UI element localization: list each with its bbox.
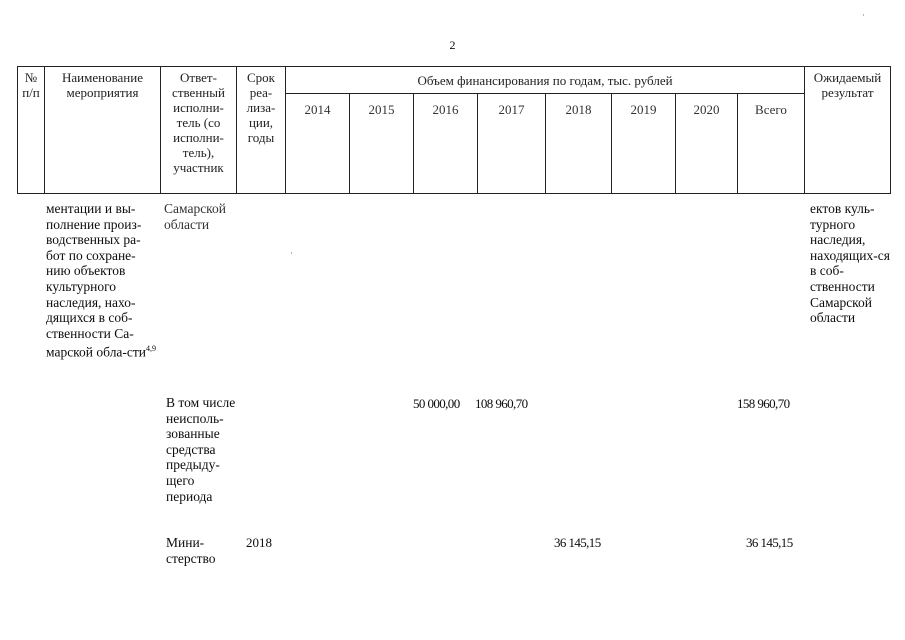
row1-result: ектов куль-турного наследия, находящих-ся в соб-ственности Самарской области — [810, 201, 890, 326]
row3-value-2018: 36 145,15 — [554, 535, 601, 550]
row3-total: 36 145,15 — [746, 535, 793, 550]
row3-executor: Мини-стерство — [166, 535, 216, 566]
row2-value-2016: 50 000,00 — [413, 396, 460, 411]
header-executor: Ответ-ственный исполни-тель (со исполни-тель), участник — [161, 67, 237, 194]
header-year-2020: 2020 — [676, 94, 738, 194]
header-year-2015: 2015 — [350, 94, 414, 194]
header-result: Ожидаемый результат — [805, 67, 891, 194]
header-year-2014: 2014 — [286, 94, 350, 194]
row3-term: 2018 — [246, 535, 272, 550]
row1-name-text: ментации и вы-полнение произ-водственных ра-бот по сохране-нию объектов культурного наследия, нахо-дящихся в соб-ственности Са-марской обла-сти — [46, 201, 147, 360]
header-total: Всего — [738, 94, 805, 194]
scan-speck: · — [290, 248, 293, 258]
header-no: № п/п — [18, 67, 45, 194]
row1-executor: Самарской области — [164, 201, 227, 232]
row2-value-2017: 108 960,70 — [475, 396, 528, 411]
page-number: 2 — [449, 38, 456, 52]
header-funding: Объем финансирования по годам, тыс. рублей — [286, 67, 805, 94]
header-year-2018: 2018 — [546, 94, 612, 194]
row1-name — [46, 201, 158, 360]
row2-executor: В том числе неисполь-зованные средства предыду-щего периода — [166, 395, 236, 504]
table-header — [17, 66, 891, 194]
row1-name-footnote: 4,9 — [146, 344, 157, 354]
header-year-2016: 2016 — [414, 94, 478, 194]
row2-total: 158 960,70 — [737, 396, 790, 411]
header-year-2017: 2017 — [478, 94, 546, 194]
header-year-2019: 2019 — [612, 94, 676, 194]
header-name: Наименование мероприятия — [45, 67, 161, 194]
scan-speck: · — [862, 10, 865, 20]
header-term: Срок реа-лиза-ции, годы — [237, 67, 286, 194]
